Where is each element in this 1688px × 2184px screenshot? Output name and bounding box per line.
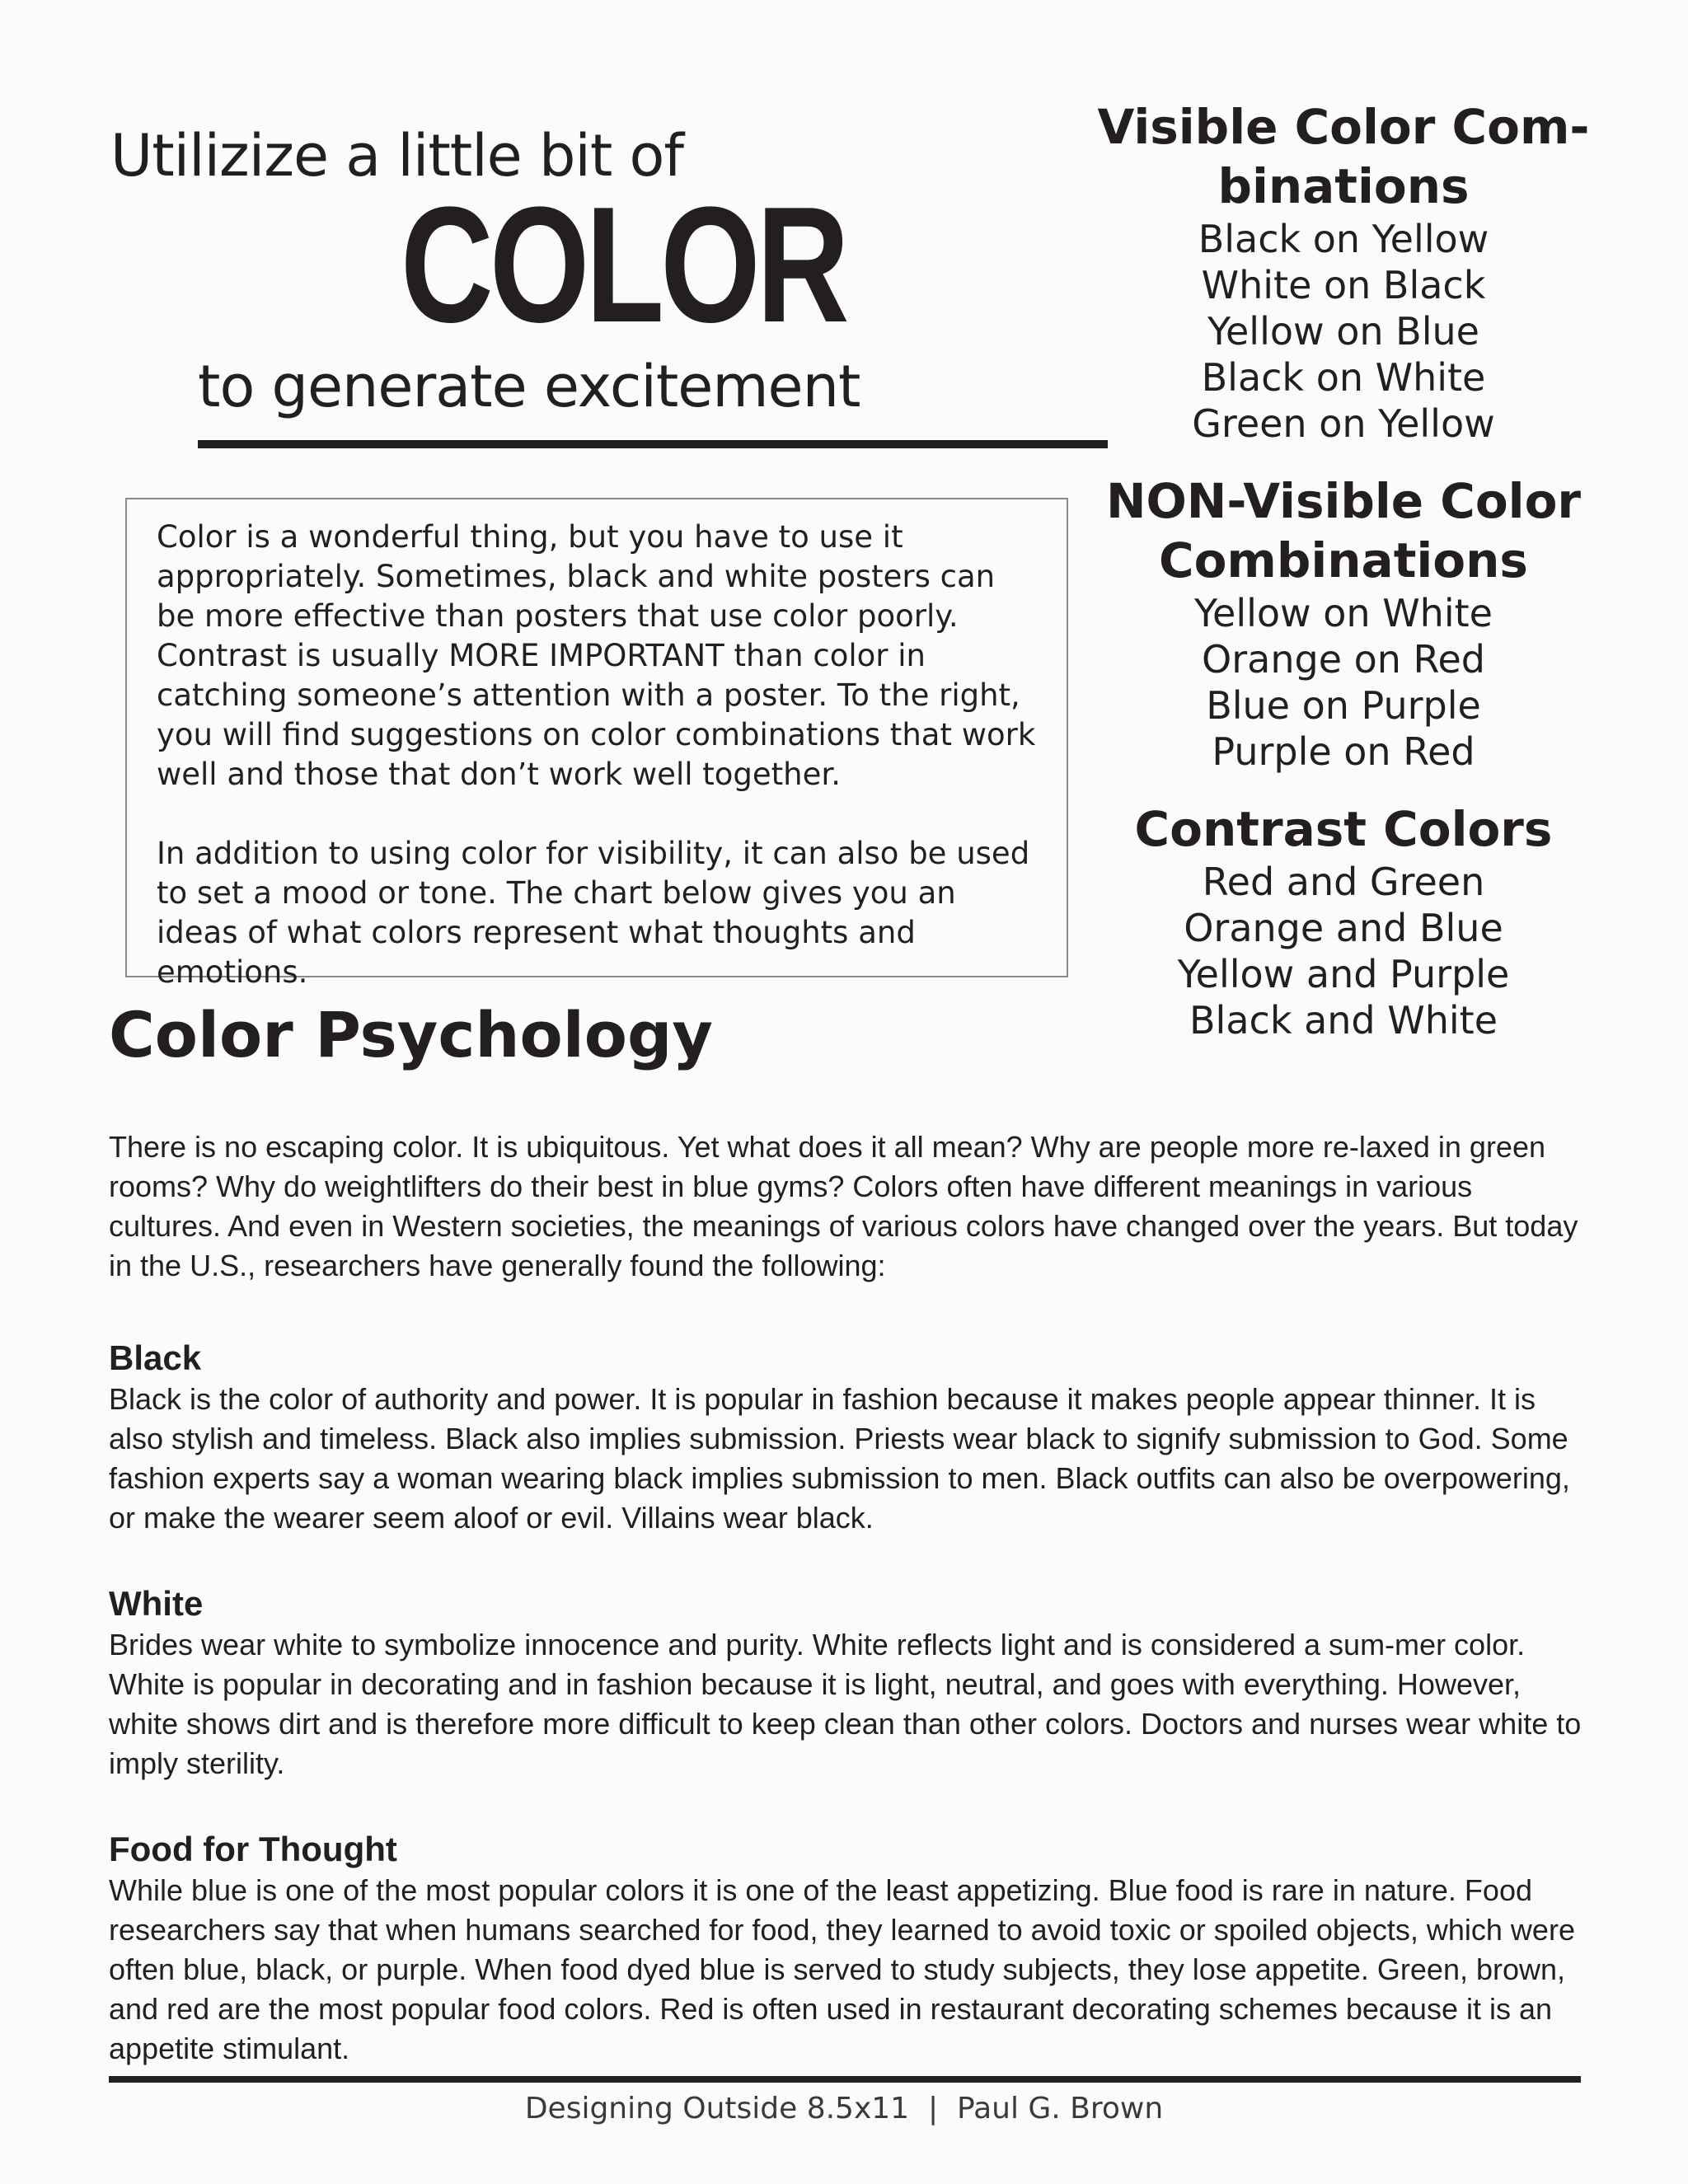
list-item: Purple on Red bbox=[1212, 729, 1475, 774]
section-heading-food-for-thought: Food for Thought bbox=[109, 1830, 397, 1868]
non-visible-combinations-list bbox=[1063, 590, 1624, 775]
visible-combinations-heading-line-2: binations bbox=[1217, 158, 1470, 214]
list-item: Black and White bbox=[1189, 998, 1498, 1043]
intro-text-box bbox=[125, 498, 1068, 990]
title-line-1: Utilizize a little bit of bbox=[110, 122, 684, 190]
non-visible-combinations-heading-line-2: Combinations bbox=[1159, 532, 1528, 588]
non-visible-combinations-heading-line-1: NON-Visible Color bbox=[1105, 473, 1582, 529]
section-body-white: Brides wear white to symbolize innocence and purity. White reflects light and is considered a sum-mer color. White is popular in decorating and in fashion because it is light, neutral, and goes with everything. However, white shows dirt and is therefore more difficult to keep clean than other colors. Doctors and nurses wear white to imply sterility. bbox=[109, 1628, 1582, 1780]
list-item: Blue on Purple bbox=[1206, 683, 1481, 728]
spacer bbox=[1063, 447, 1624, 471]
title-main-word: COLOR bbox=[401, 173, 846, 357]
list-item: Yellow on Blue bbox=[1207, 309, 1479, 354]
section-heading-black: Black bbox=[109, 1338, 202, 1377]
contrast-colors-list bbox=[1063, 859, 1624, 1043]
intro-paragraph-2: In addition to using color for visibility, it can also be used to set a mood or tone. The chart below gives you an ideas of what colors represent what thoughts and emotions. bbox=[157, 836, 1030, 990]
list-item: White on Black bbox=[1201, 263, 1486, 307]
section-body-black: Black is the color of authority and power. It is popular in fashion because it makes people appear thinner. It is also stylish and timeless. Black also implies submission. Priests wear black to signify submission to God. Some fashion experts say a woman wearing black implies submission to men. Black outfits can also be overpowering, or make the wearer seem aloof or evil. Villains wear black. bbox=[109, 1382, 1570, 1535]
section-white bbox=[109, 1582, 1584, 1783]
list-item: Orange and Blue bbox=[1184, 906, 1503, 950]
visible-combinations-section bbox=[1063, 97, 1624, 447]
list-item: Green on Yellow bbox=[1192, 401, 1495, 446]
section-heading-white: White bbox=[109, 1584, 204, 1623]
section-food-for-thought bbox=[109, 1828, 1584, 2069]
spacer bbox=[1063, 775, 1624, 799]
section-title-color-psychology: Color Psychology bbox=[109, 998, 713, 1071]
list-item: Black on Yellow bbox=[1198, 217, 1489, 261]
section-black bbox=[109, 1337, 1584, 1538]
psychology-intro-paragraph: There is no escaping color. It is ubiquitous. Yet what does it all mean? Why are people more re-laxed in green rooms? Why do weightlifters do their best in blue gyms? Colors often have different meanings in various cultures. And even in Western societies, the meanings of various colors have changed over the years. But today in the U.S., researchers have generally found the following: bbox=[109, 1130, 1578, 1282]
list-item: Yellow and Purple bbox=[1177, 952, 1510, 996]
contrast-colors-section bbox=[1063, 799, 1624, 1043]
footer-rule bbox=[109, 2076, 1581, 2083]
visible-combinations-heading-line-1: Visible Color Com- bbox=[1097, 99, 1590, 155]
list-item: Yellow on White bbox=[1194, 591, 1493, 635]
list-item: Red and Green bbox=[1202, 860, 1485, 904]
footer-credit: Designing Outside 8.5x11 | Paul G. Brown bbox=[524, 2092, 1164, 2125]
visible-combinations-list bbox=[1063, 216, 1624, 447]
title-underline-rule bbox=[198, 440, 1108, 448]
non-visible-combinations-section bbox=[1063, 471, 1624, 775]
color-combinations-sidebar bbox=[1063, 97, 1624, 1043]
section-body-food-for-thought: While blue is one of the most popular colors it is one of the least appetizing. Blue food is rare in nature. Food researchers say that when humans searched for food, they learned to avoid toxic or spoiled objects, which were often blue, black, or purple. When food dyed blue is served to study subjects, they lose appetite. Green, brown, and red are the most popular food colors. Red is often used in restaurant decorating schemes because it is an appetite stimulant. bbox=[109, 1873, 1575, 2065]
list-item: Orange on Red bbox=[1202, 637, 1485, 682]
contrast-colors-heading: Contrast Colors bbox=[1134, 801, 1553, 857]
title-line-3: to generate excitement bbox=[198, 353, 860, 420]
list-item: Black on White bbox=[1201, 355, 1486, 400]
intro-paragraph-1: Color is a wonderful thing, but you have to use it appropriately. Sometimes, black and white posters can be more effective than posters that use color poorly. Contrast is usually MORE IMPORTANT than color in catching someone’s attention with a poster. To the right, you will find suggestions on color combinations that work well and those that don’t work well together. bbox=[157, 519, 1036, 792]
